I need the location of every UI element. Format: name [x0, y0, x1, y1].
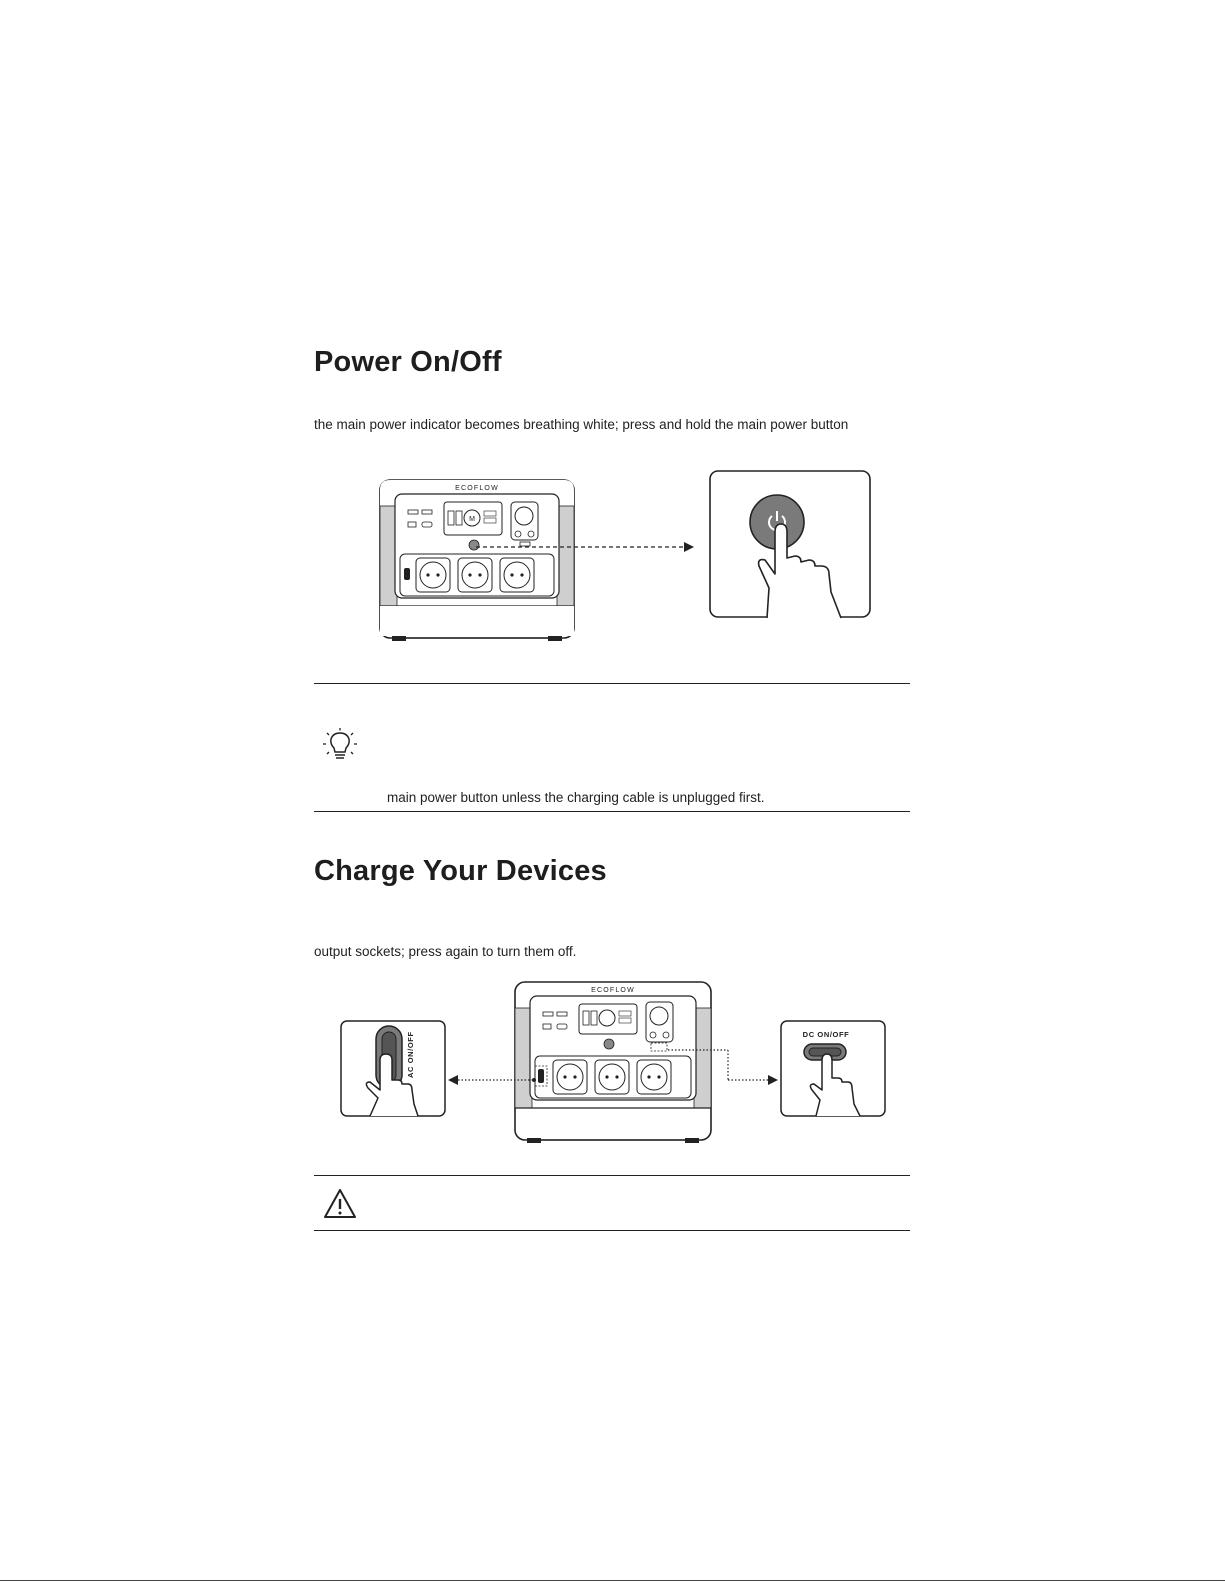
brand-label-2: ECOFLOW [591, 987, 635, 994]
dc-button-zoom [780, 1020, 886, 1118]
tip-top-divider [314, 683, 910, 684]
callout-arrow [474, 540, 702, 554]
tip-bottom-divider [314, 811, 910, 812]
ac-button-label: AC ON/OFF [406, 1031, 415, 1078]
lightbulb-icon [322, 728, 358, 764]
power-button-zoom [709, 470, 871, 620]
dc-button-label: DC ON/OFF [802, 1030, 850, 1039]
page-bottom-border [0, 1580, 1225, 1581]
brand-label: ECOFLOW [455, 485, 499, 492]
warning-triangle-icon [323, 1188, 357, 1220]
charge-instruction-text: output sockets; press again to turn them off. [314, 944, 577, 959]
power-instruction-text: the main power indicator becomes breathing white; press and hold the main power button [314, 417, 849, 432]
warning-bottom-divider [314, 1230, 910, 1231]
section-title-charge: Charge Your Devices [314, 855, 607, 887]
ac-button-zoom [340, 1020, 446, 1118]
power-station-illustration [378, 478, 576, 650]
ac-callout-arrow [446, 1073, 538, 1087]
svg-text:M: M [469, 516, 475, 523]
section-title-power: Power On/Off [314, 346, 502, 378]
warning-top-divider [314, 1175, 910, 1176]
tip-text: main power button unless the charging cable is unplugged first. [387, 790, 765, 805]
dc-callout-arrow [666, 1044, 782, 1088]
